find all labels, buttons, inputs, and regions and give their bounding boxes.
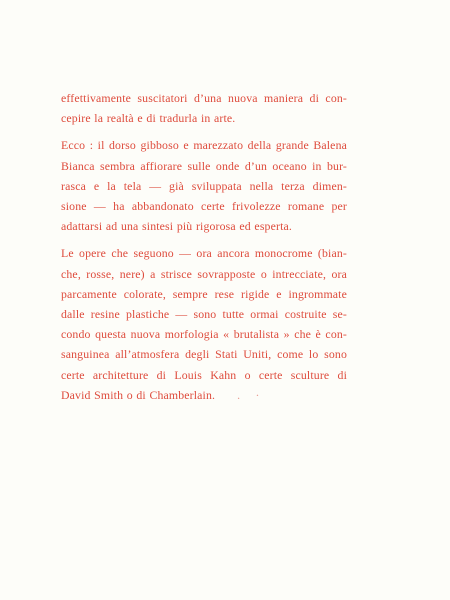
text-line: che, rosse, nere) a strisce sovrapposte o intrecciate, ora xyxy=(61,266,347,281)
text-line xyxy=(61,385,347,405)
text-line: adattarsi ad una sintesi più rigorosa ed esperta. xyxy=(61,219,292,234)
text-line: dalle resine plastiche — sono tutte ormai costruite se- xyxy=(61,307,347,322)
text-line: sanguinea all’atmosfera degli Stati Uniti, come lo sono xyxy=(61,347,347,362)
text-line: certe architetture di Louis Kahn o certe sculture di xyxy=(61,367,347,382)
text-line: rasca e la tela — già sviluppata nella terza dimen- xyxy=(61,178,347,193)
final-line-text: David Smith o di Chamberlain. xyxy=(61,387,216,402)
text-line: Bianca sembra affiorare sulle onde d’un oceano in bur- xyxy=(61,158,347,173)
paragraph-2 xyxy=(61,135,347,236)
text-line: Ecco : il dorso gibboso e marezzato della grande Balena xyxy=(61,138,347,153)
paragraph-3 xyxy=(61,243,347,405)
text-line: cepire la realtà e di tradurla in arte. xyxy=(61,111,236,126)
text-line: parcamente colorate, sempre rese rigide e ingrommate xyxy=(61,286,347,301)
text-line: effettivamente suscitatori d’una nuova maniera di con- xyxy=(61,91,347,105)
paragraph-1 xyxy=(61,88,347,128)
body-text xyxy=(61,88,347,412)
text-line: sione — ha abbandonato certe frivolezze romane per xyxy=(61,199,347,214)
trailing-mark: . · xyxy=(237,387,266,402)
text-line: condo questa nuova morfologia « brutalista » che è con- xyxy=(61,327,347,342)
text-line: Le opere che seguono — ora ancora monocrome (bian- xyxy=(61,246,347,261)
